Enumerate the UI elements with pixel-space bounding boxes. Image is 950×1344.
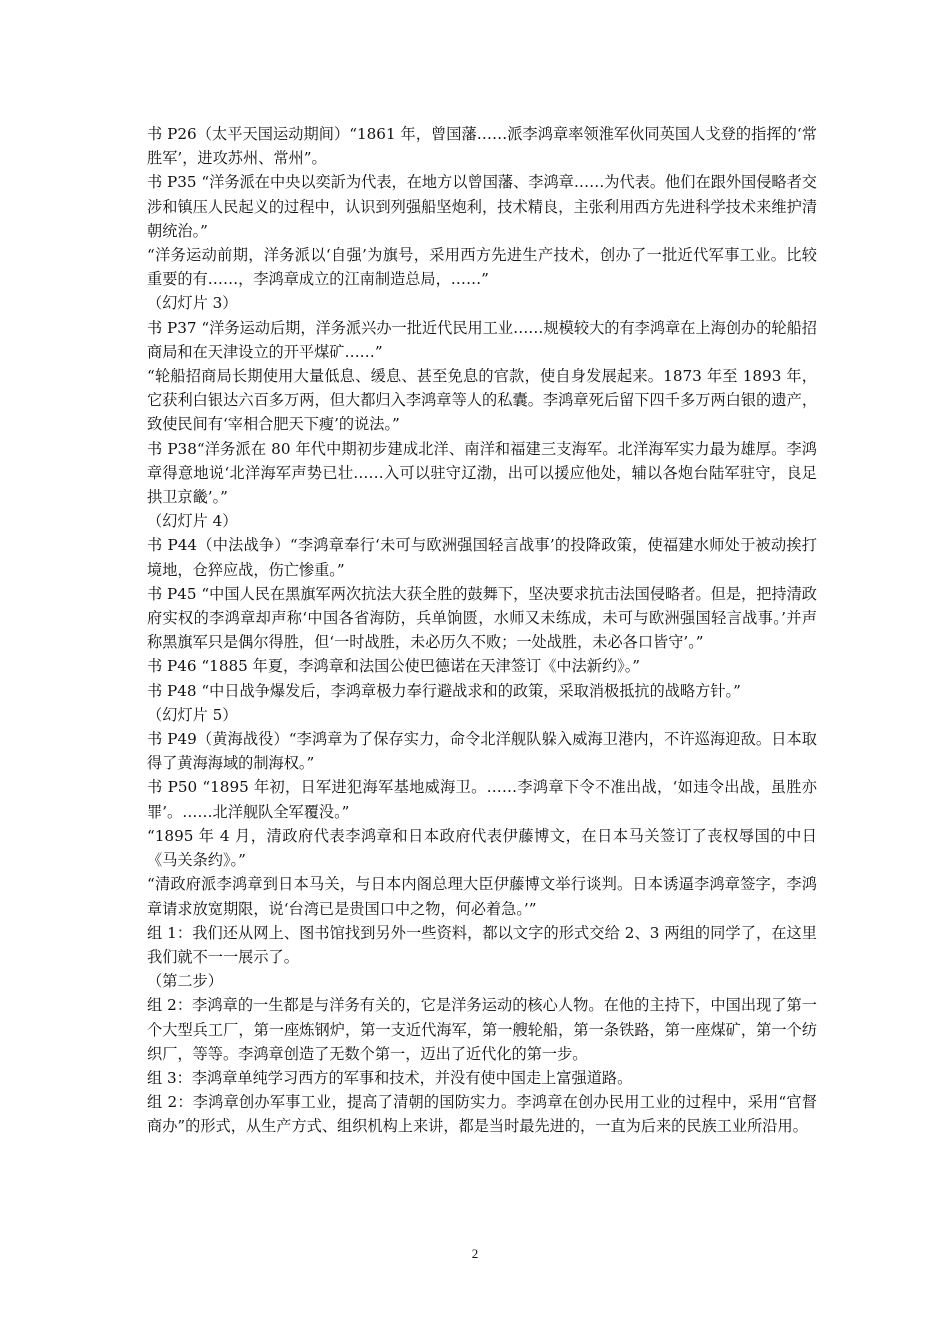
paragraph: 组 3：李鸿章单纯学习西方的军事和技术，并没有使中国走上富强道路。 <box>147 1068 633 1087</box>
paragraph: （幻灯片 3） <box>147 294 238 313</box>
paragraph: （第二步） <box>147 972 223 991</box>
paragraph: “清政府派李鸿章到日本马关，与日本内阁总理大臣伊藤博文举行谈判。日本诱逼李鸿章签字，李鸿章请求放宽期限，说‘台湾已是贵国口中之物，何必着急。’” <box>147 875 817 918</box>
paragraph: “洋务运动前期，洋务派以‘自强’为旗号，采用西方先进生产技术，创办了一批近代军事工业。比较重要的有……，李鸿章成立的江南制造总局，……” <box>147 246 817 289</box>
page-number: 2 <box>471 1246 479 1261</box>
paragraph: （幻灯片 4） <box>147 512 238 531</box>
paragraph: 书 P35 “洋务派在中央以奕訢为代表，在地方以曾国藩、李鸿章……为代表。他们在跟外国侵略者交涉和镇压人民起义的过程中，认识到列强船坚炮利，技术精良，主张利用西方先进科学技术来维护清朝统治。” <box>147 173 817 240</box>
paragraph: （幻灯片 5） <box>147 705 238 724</box>
paragraph: 书 P46 “1885 年夏，李鸿章和法国公使巴德诺在天津签订《中法新约》。” <box>147 657 641 676</box>
paragraph: “1895 年 4 月，清政府代表李鸿章和日本政府代表伊藤博文，在日本马关签订了丧权辱国的中日《马关条约》。” <box>147 826 817 870</box>
paragraph: 书 P50 “1895 年初，日军进犯海军基地威海卫。……李鸿章下令不准出战，‘如违令出战，虽胜亦罪’。……北洋舰队全军覆没。” <box>147 778 817 821</box>
paragraph: 组 2：李鸿章创办军事工业，提高了清朝的国防实力。李鸿章在创办民用工业的过程中，采用“官督商办”的形式，从生产方式、组织机构上来讲，都是当时最先进的，一直为后来的民族工业所沿用。 <box>147 1093 817 1136</box>
paragraph: 组 2：李鸿章的一生都是与洋务有关的，它是洋务运动的核心人物。在他的主持下，中国出现了第一个大型兵工厂，第一座炼钢炉，第一支近代海军，第一艘轮船，第一条铁路，第一座煤矿，第一个纺织厂，等等。李鸿章创造了无数个第一，迈出了近代化的第一步。 <box>147 996 817 1063</box>
paragraph: 书 P49（黄海战役）“李鸿章为了保存实力，命令北洋舰队躲入威海卫港内，不许巡海迎敌。日本取得了黄海海域的制海权。” <box>147 730 817 773</box>
paragraph: “轮船招商局长期使用大量低息、缓息、甚至免息的官款，使自身发展起来。1873 年至 1893 年，它获利白银达六百多万两，但大都归入李鸿章等人的私囊。李鸿章死后留下四千多万两白银的遗产，致使民间有‘宰相合肥天下瘦’的说法。” <box>147 367 817 434</box>
paragraph: 书 P45 “中国人民在黑旗军两次抗法大获全胜的鼓舞下，坚决要求抗击法国侵略者。但是，把持清政府实权的李鸿章却声称‘中国各省海防，兵单饷匮，水师又未练成，未可与欧洲强国轻言战事。’并声称黑旗军只是偶尔得胜，但‘一时战胜，未必历久不败；一处战胜，未必各口皆守’。” <box>147 584 817 652</box>
paragraph: 书 P37 “洋务运动后期，洋务派兴办一批近代民用工业……规模较大的有李鸿章在上海创办的轮船招商局和在天津设立的开平煤矿……” <box>147 318 817 361</box>
paragraph: 书 P48 “中日战争爆发后，李鸿章极力奉行避战求和的政策，采取消极抵抗的战略方针。” <box>147 681 741 700</box>
paragraph: 书 P38“洋务派在 80 年代中期初步建成北洋、南洋和福建三支海军。北洋海军实力最为雄厚。李鸿章得意地说‘北洋海军声势已壮……入可以驻守辽渤，出可以援应他处，辅以各炮台陆军驻守，良足拱卫京畿’。” <box>147 439 817 507</box>
paragraph: 书 P26（太平天国运动期间）“1861 年，曾国藩……派李鸿章率领淮军伙同英国人戈登的指挥的‘常胜军’，进攻苏州、常州”。 <box>147 125 817 168</box>
paragraph: 组 1：我们还从网上、图书馆找到另外一些资料，都以文字的形式交给 2、3 两组的同学了，在这里我们就不一一展示了。 <box>147 923 817 966</box>
paragraph: 书 P44（中法战争）“李鸿章奉行‘未可与欧洲强国轻言战事’的投降政策，使福建水师处于被动挨打境地，仓猝应战，伤亡惨重。” <box>147 536 817 579</box>
document-body <box>147 122 817 1139</box>
